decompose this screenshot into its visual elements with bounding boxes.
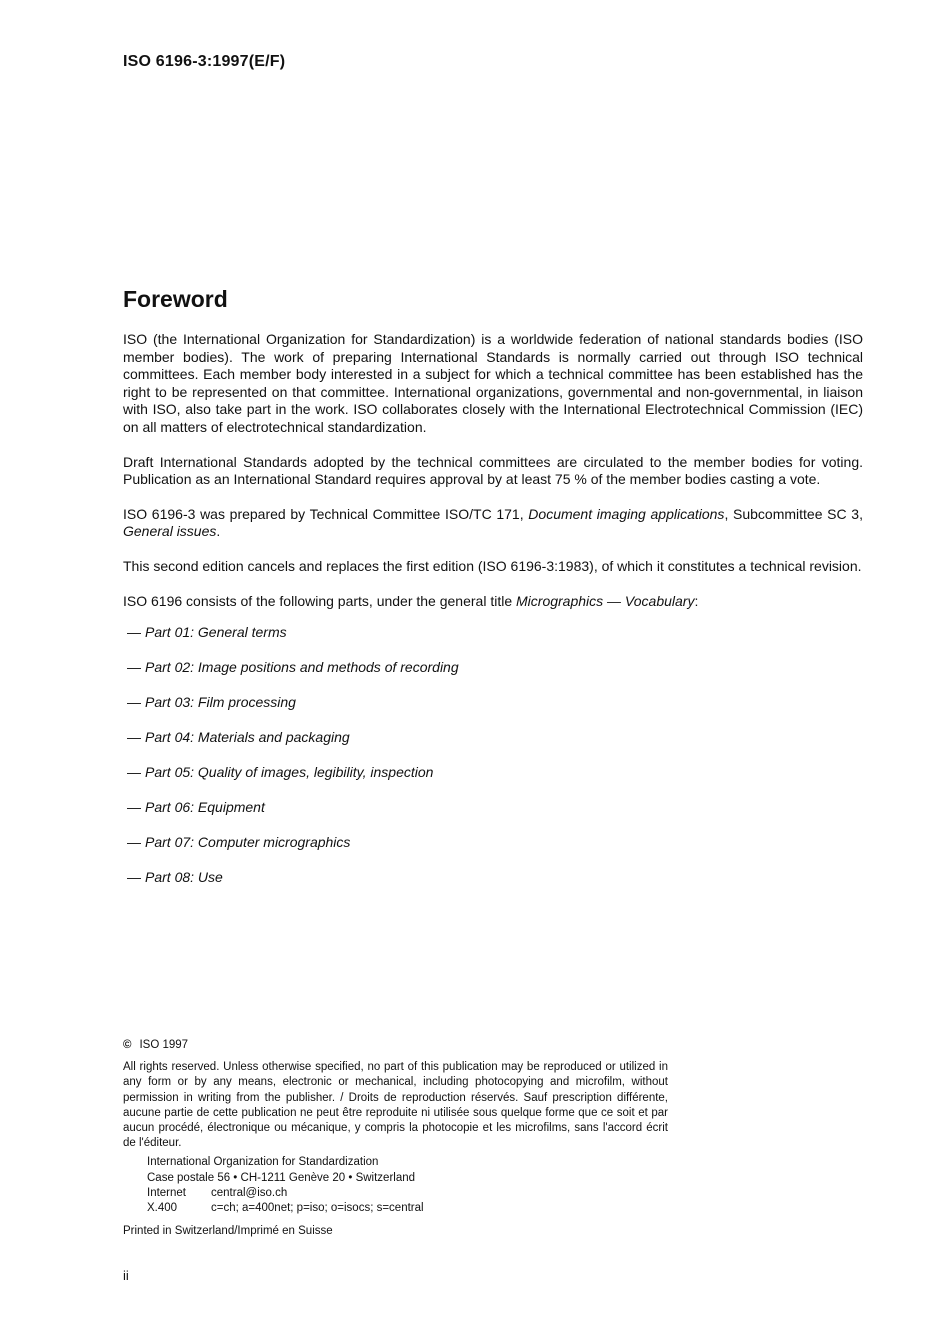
part-title: Part 06: Equipment xyxy=(145,799,265,816)
parts-intro-text: ISO 6196 consists of the following parts, under the general title xyxy=(123,592,517,609)
postal-address: Case postale 56 • CH-1211 Genève 20 • Switzerland xyxy=(147,1171,416,1184)
list-item xyxy=(127,659,863,677)
internet-label: Internet xyxy=(147,1186,186,1199)
general-title: Micrographics — Vocabulary xyxy=(516,592,695,609)
page-number: ii xyxy=(123,1268,129,1283)
copyright-block xyxy=(123,1038,668,1239)
dash: — xyxy=(127,729,141,746)
x400-address: c=ch; a=400net; p=iso; o=isocs; s=central xyxy=(211,1202,424,1215)
parts-intro-colon: : xyxy=(694,592,699,609)
dash: — xyxy=(127,624,141,641)
x400-label: X.400 xyxy=(147,1202,178,1215)
prepared-by-text-a: ISO 6196-3 was prepared by Technical Committee ISO/TC 171, xyxy=(123,505,529,522)
printed-in: Printed in Switzerland/Imprimé en Suisse xyxy=(123,1225,333,1238)
rights-statement: All rights reserved. Unless otherwise specified, no part of this publication may be reproduced or utilized in any form or by any means, electronic or mechanical, including photocopying and microfilm, without permission in writing from the publisher. / Droits de reproduction réservés. Sauf prescription différente, aucune partie de cette publication ne peut être reproduite ni utilisée sous quelque forme que ce soit et par aucun procédé, électronique ou mécanique, y compris la photocopie et les microfilms, sans l'accord écrit de l'éditeur. xyxy=(123,1061,668,1150)
dash: — xyxy=(127,834,141,851)
paragraph-parts-intro xyxy=(123,593,863,611)
part-title: Part 08: Use xyxy=(145,869,223,886)
copyright-line xyxy=(123,1038,668,1053)
copyright-year: ISO 1997 xyxy=(139,1039,189,1051)
list-item xyxy=(127,799,863,817)
subcommittee-name: General issues xyxy=(123,523,217,540)
part-title: Part 07: Computer micrographics xyxy=(145,834,351,851)
committee-name: Document imaging applications xyxy=(528,505,725,522)
list-item xyxy=(127,869,863,887)
copyright-icon: © xyxy=(123,1039,132,1051)
x400-row xyxy=(147,1201,668,1216)
list-item xyxy=(127,834,863,852)
org-name: International Organization for Standardization xyxy=(147,1156,379,1169)
prepared-by-text-c: . xyxy=(216,523,221,540)
paragraph-iso-intro: ISO (the International Organization for Standardization) is a worldwide federation of national standards bodies (ISO member bodies). The work of preparing International Standards is normally carried out through ISO technical committees. Each member body interested in a subject for which a technical committee has been established has the right to be represented on that committee. International organizations, governmental and non-governmental, in liaison with ISO, also take part in the work. ISO collaborates closely with the International Electrotechnical Commission (IEC) on all matters of electrotechnical standardization. xyxy=(123,331,863,435)
dash: — xyxy=(127,869,141,886)
part-title: Part 04: Materials and packaging xyxy=(145,729,350,746)
list-item xyxy=(127,729,863,747)
part-title: Part 02: Image positions and methods of recording xyxy=(145,659,459,676)
dash: — xyxy=(127,694,141,711)
part-title: Part 01: General terms xyxy=(145,624,287,641)
dash: — xyxy=(127,799,141,816)
paragraph-draft-standards: Draft International Standards adopted by the technical committees are circulated to the member bodies for voting. Publication as an International Standard requires approval by at least 75 % of the member bodies casting a vote. xyxy=(123,453,863,488)
prepared-by-text-b: , Subcommittee SC 3, xyxy=(724,505,863,522)
page-title: Foreword xyxy=(123,286,228,312)
parts-list xyxy=(123,624,863,886)
internet-address: central@iso.ch xyxy=(211,1186,288,1199)
list-item xyxy=(127,694,863,712)
part-title: Part 03: Film processing xyxy=(145,694,296,711)
foreword-body xyxy=(123,331,863,904)
paragraph-prepared-by xyxy=(123,506,863,541)
internet-row xyxy=(147,1186,668,1201)
paragraph-edition: This second edition cancels and replaces the first edition (ISO 6196-3:1983), of which it constitutes a technical revision. xyxy=(123,557,862,574)
publisher-address xyxy=(147,1155,668,1216)
part-title: Part 05: Quality of images, legibility, inspection xyxy=(145,764,434,781)
document-header: ISO 6196-3:1997(E/F) xyxy=(123,53,286,70)
dash: — xyxy=(127,764,141,781)
dash: — xyxy=(127,659,141,676)
list-item xyxy=(127,764,863,782)
list-item xyxy=(127,624,863,642)
